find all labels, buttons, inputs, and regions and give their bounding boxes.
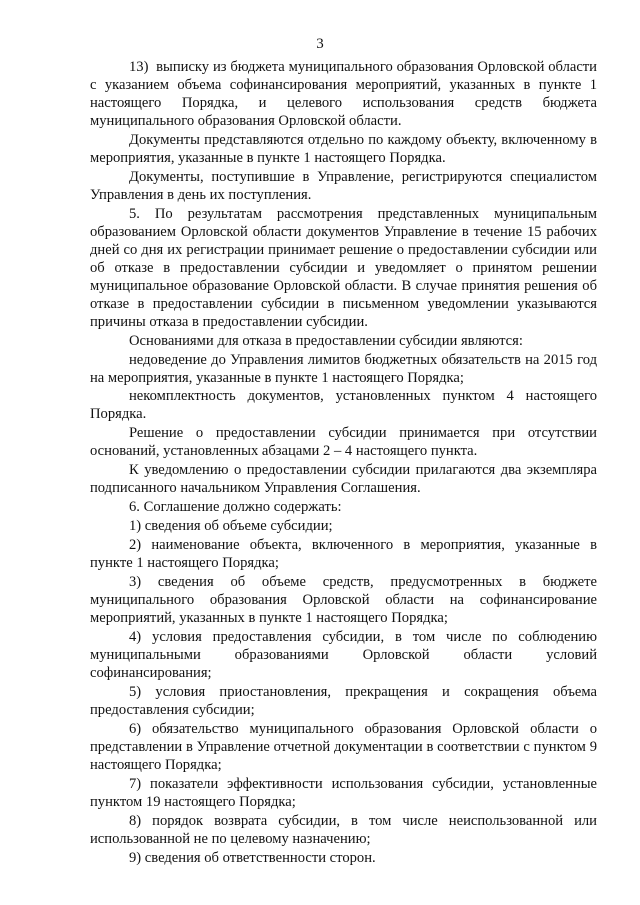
list-item-2: 2) наименование объекта, включенного в мероприятия, указанные в пункте 1 настоящего Порядка; — [90, 536, 597, 571]
paragraph-ground-incomplete: некомплектность документов, установленных пунктом 4 настоящего Порядка. — [90, 388, 597, 422]
list-item-6: 6) обязательство муниципального образования Орловской области о представлении в Управление отчетной документации в соответствии с пунктом 9 настоящего Порядка; — [90, 720, 597, 773]
document-body — [90, 58, 597, 867]
paragraph-ground-limits: недоведение до Управления лимитов бюджетных обязательств на 2015 год на мероприятия, указанные в пункте 1 настоящего Порядка; — [90, 351, 597, 386]
page-number: 3 — [316, 36, 324, 52]
paragraph-decision: Решение о предоставлении субсидии принимается при отсутствии оснований, установленных абзацами 2 – 4 настоящего пункта. — [90, 425, 597, 459]
list-item-4: 4) условия предоставления субсидии, в том числе по соблюдению муниципальными образованиями Орловской области условий софинансирования; — [90, 628, 597, 681]
list-item-5: 5) условия приостановления, прекращения и сокращения объема предоставления субсидии; — [90, 683, 597, 718]
paragraph-item-13: 13) выписку из бюджета муниципального образования Орловской области с указанием объема софинансирования мероприятий, указанных в пункте 1 настоящего Порядка, и целевого использования средств бюджета муниципального образования Орловской области. — [90, 59, 597, 129]
list-item-7: 7) показатели эффективности использования субсидии, установленные пунктом 19 настоящего Порядка; — [90, 775, 597, 810]
list-item-1: 1) сведения об объеме субсидии; — [129, 517, 333, 534]
paragraph-section-6: 6. Соглашение должно содержать: — [129, 498, 342, 515]
paragraph-section-5: 5. По результатам рассмотрения представленных муниципальным образованием Орловской области документов Управление в течение 15 рабочих дней со дня их регистрации принимает решение о предоставлении субсидии или об отказе в предоставлении субсидии и уведомляет о принятом решении муниципальное образование Орловской области. В случае принятия решения об отказе в предоставлении субсидии в письменном уведомлении указываются причины отказа в предоставлении субсидии. — [90, 206, 597, 330]
paragraph-refusal-grounds: Основаниями для отказа в предоставлении субсидии являются: — [129, 333, 523, 349]
list-item-8: 8) порядок возврата субсидии, в том числе неиспользованной или использованной не по целевому назначению; — [90, 812, 597, 847]
paragraph-documents-submitted: Документы представляются отдельно по каждому объекту, включенному в мероприятия, указанные в пункте 1 настоящего Порядка. — [90, 132, 597, 166]
paragraph-notification: К уведомлению о предоставлении субсидии прилагаются два экземпляра подписанного начальником Управления Соглашения. — [90, 462, 597, 496]
list-item-9: 9) сведения об ответственности сторон. — [129, 849, 376, 866]
list-item-3: 3) сведения об объеме средств, предусмотренных в бюджете муниципального образования Орловской области на софинансирование мероприятий, указанных в пункте 1 настоящего Порядка; — [90, 573, 597, 626]
paragraph-documents-registered: Документы, поступившие в Управление, регистрируются специалистом Управления в день их поступления. — [90, 169, 597, 203]
